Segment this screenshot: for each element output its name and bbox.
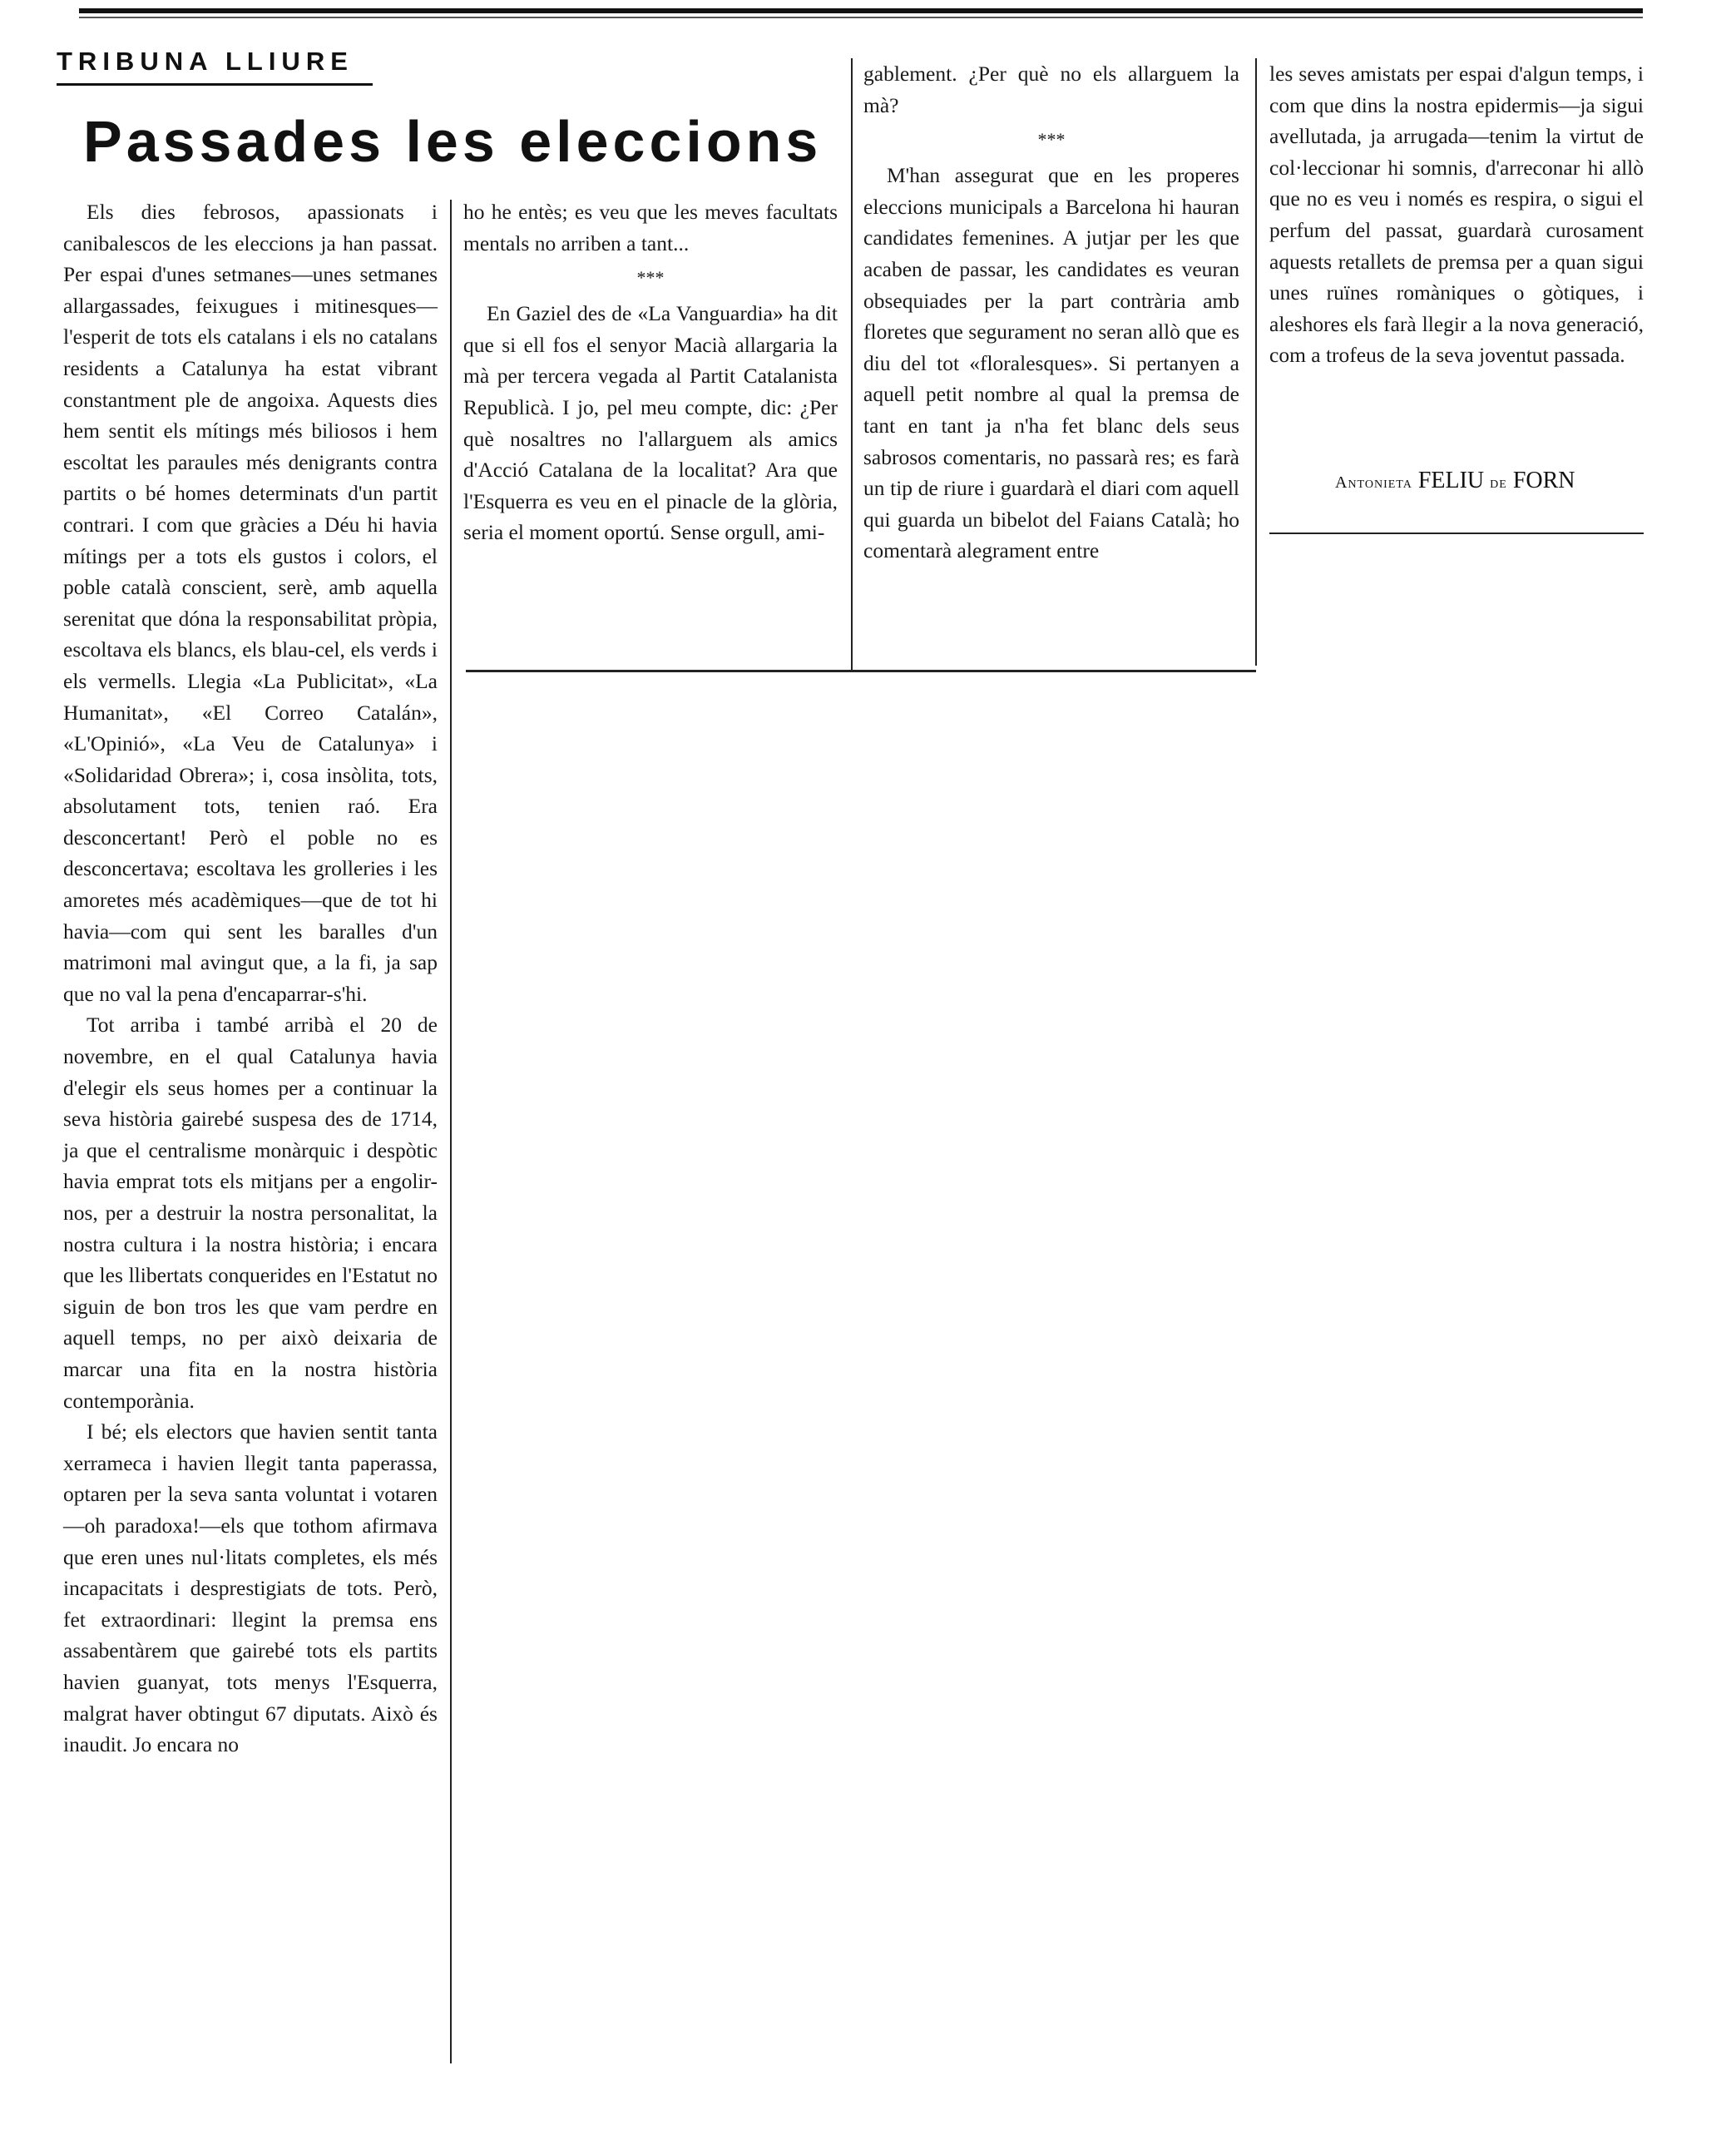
author-first-name: Antonieta (1335, 473, 1412, 492)
top-rule-thin (79, 17, 1643, 18)
author-signature (1335, 468, 1575, 494)
end-rule-col4 (1269, 532, 1644, 534)
col2-paragraph-1: ho he entès; es veu que les meves facultats mentals no arriben a tant... (463, 200, 838, 255)
col3-paragraph-1: gablement. ¿Per què no els allarguem la mà? (863, 62, 1239, 117)
col4-paragraph-1: les seves amistats per espai d'algun temps, i com que dins la nostra epidermis—ja sigui avellutada, ja arrugada—tenim la virtut de col·leccionar hi somnis, d'arreconar hi allò que no es veu i només es respira, o sigui el perfum del passat, guardarà curosament aquests retallets de premsa per a quan sigui unes ruïnes romàniques o gòtiques, i aleshores els farà llegir a la nova generació, com a trofeus de la seva joventut passada. (1269, 62, 1644, 368)
column-2 (463, 196, 838, 548)
top-rule (79, 8, 1643, 13)
col1-paragraph-2: Tot arriba i també arribà el 20 de novembre, en el qual Catalunya havia d'elegir els seus homes per a continuar la seva història gairebé suspesa des de 1714, ja que el centralisme monàrquic i despòtic havia emprat tots els mitjans per a engolir-nos, per a destruir la nostra personalitat, la nostra cultura i la nostra història; i encara que les llibertats conquerides en l'Estatut no siguin de bon tros les que vam perdre en aquell temps, no per això deixaria de marcar una fita en la nostra història contemporània. (63, 1013, 438, 1413)
column-4 (1269, 58, 1644, 371)
column-divider-3 (1255, 58, 1257, 666)
author-particle: de (1490, 473, 1507, 492)
col3-separator: *** (1037, 129, 1066, 151)
column-divider-2 (851, 58, 853, 670)
col1-paragraph-3: I bé; els electors que havien sentit tanta xerrameca i havien llegit tanta paperassa, optaren per la seva santa voluntat i votaren—oh paradoxa!—els que tothom afirmava que eren unes nul·litats completes, els més incapacitats i desprestigiats de tots. Però, fet extraordinari: llegint la premsa ens assabentàrem que gairebé tots els partits havien guanyat, tots menys l'Esquerra, malgrat haver obtingut 67 diputats. Això és inaudit. Jo encara no (63, 1419, 438, 1757)
column-1 (63, 196, 438, 1761)
author-surname: FELIU (1417, 468, 1485, 493)
headline: Passades les eleccions (83, 109, 823, 174)
column-3 (863, 58, 1239, 567)
author-second-surname: FORN (1512, 468, 1575, 493)
bottom-rule-col2-col3 (466, 670, 1256, 672)
section-label: TRIBUNA LLIURE (57, 47, 354, 76)
col2-separator: *** (636, 267, 665, 289)
section-underline (57, 83, 373, 86)
col1-paragraph-1: Els dies febrosos, apassionats i canibalescos de les eleccions ja han passat. Per espai d'unes setmanes—unes setmanes allargassades, feixugues i mitinesques—l'esperit de tots els catalans i els no catalans residents a Catalunya ha estat vibrant constantment ple de angoixa. Aquests dies hem sentit els mítings més biliosos i hem escoltat les paraules més denigrants contra partits o bé homes determinats d'un partit contrari. I com que gràcies a Déu hi havia mítings per a tots els gustos i colors, el poble català conscient, serè, amb aquella serenitat que dóna la responsabilitat pròpia, escoltava els blancs, els blau-cel, els verds i els vermells. Llegia «La Publicitat», «La Humanitat», «El Correo Catalán», «L'Opinió», «La Veu de Catalunya» i «Solidaridad Obrera»; i, cosa insòlita, tots, absolutament tots, tenien raó. Era desconcertant! Però el poble no es desconcertava; escoltava les grolleries i les amoretes més acadèmiques—que de tot hi havia—com qui sent les baralles d'un matrimoni mal avingut que, a la fi, ja sap que no val la pena d'encaparrar-s'hi. (63, 200, 438, 1006)
column-divider-1 (450, 200, 452, 2063)
col2-paragraph-2: En Gaziel des de «La Vanguardia» ha dit que si ell fos el senyor Macià allargaria la mà per tercera vegada al Partit Catalanista Republicà. I jo, pel meu compte, dic: ¿Per què nosaltres no l'allarguem als amics d'Acció Catalana de la localitat? Ara que l'Esquerra es veu en el pinacle de la glòria, seria el moment oportú. Sense orgull, ami- (463, 301, 838, 545)
col3-paragraph-2: M'han assegurat que en les properes eleccions municipals a Barcelona hi hauran candidates femenines. A jutjar per les que acaben de passar, les candidates es veuran obsequiades per la part contrària amb floretes que segurament no seran allò que es diu del tot «floralesques». Si pertanyen a aquell petit nombre al qual la premsa de tant en tant ja n'ha fet blanc dels seus sabrosos comentaris, no passarà res; es farà un tip de riure i guardarà el diari com aquell qui guarda un bibelot del Faians Català; ho comentarà alegrament entre (863, 163, 1239, 563)
